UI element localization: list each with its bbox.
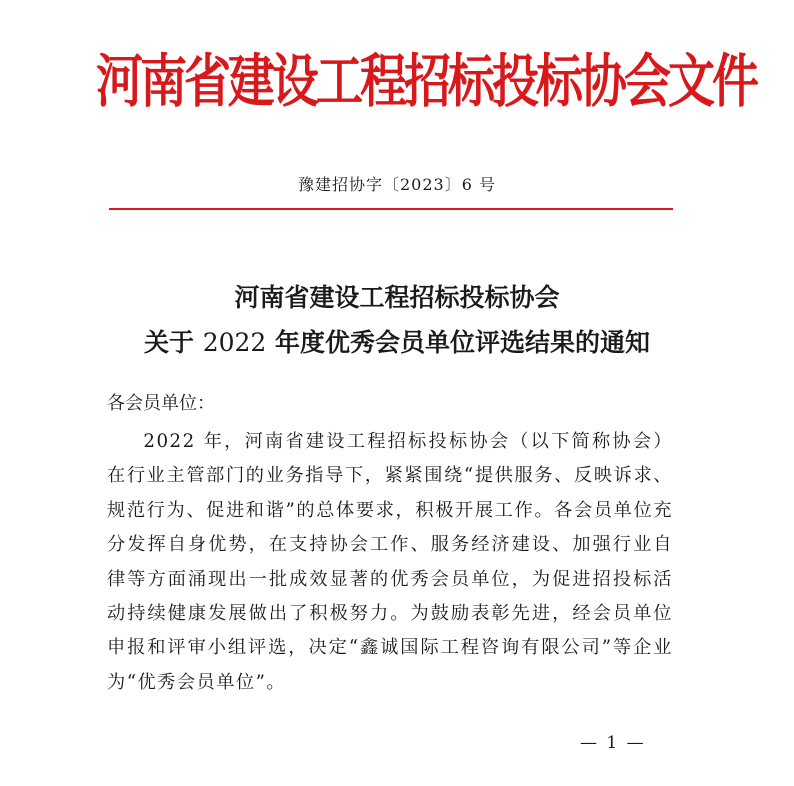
notice-title-line-1: 河南省建设工程招标投标协会 <box>234 283 560 312</box>
body-paragraph: 2022 年，河南省建设工程招标投标协会（以下简称协会）在行业主管部门的业务指导下，紧紧围绕“提供服务、反映诉求、规范行为、促进和谐”的总体要求，积极开展工作。各会员单位充分发挥自身优势，在支持协会工作、服务经济建设、加强行业自律等方面涌现出一批成效显著的优秀会员单位，为促进招投标活动持续健康发展做出了积极努力。为鼓励表彰先进，经会员单位申报和评审小组评选，决定“鑫诚国际工程咨询有限公司”等企业为“优秀会员单位”。 <box>107 431 673 693</box>
document-number: 豫建招协字〔2023〕6 号 <box>298 175 496 194</box>
title-year: 2022 <box>202 328 267 357</box>
red-divider-line <box>109 208 673 210</box>
document-masthead: 河南省建设工程招标投标协会文件 <box>96 48 756 116</box>
title-suffix: 年度优秀会员单位评选结果的通知 <box>275 328 651 357</box>
notice-title-line-2 <box>0 323 794 359</box>
salutation: 各会员单位： <box>107 393 215 414</box>
title-prefix: 关于 <box>143 328 194 357</box>
page-number: — 1 — <box>580 733 646 753</box>
